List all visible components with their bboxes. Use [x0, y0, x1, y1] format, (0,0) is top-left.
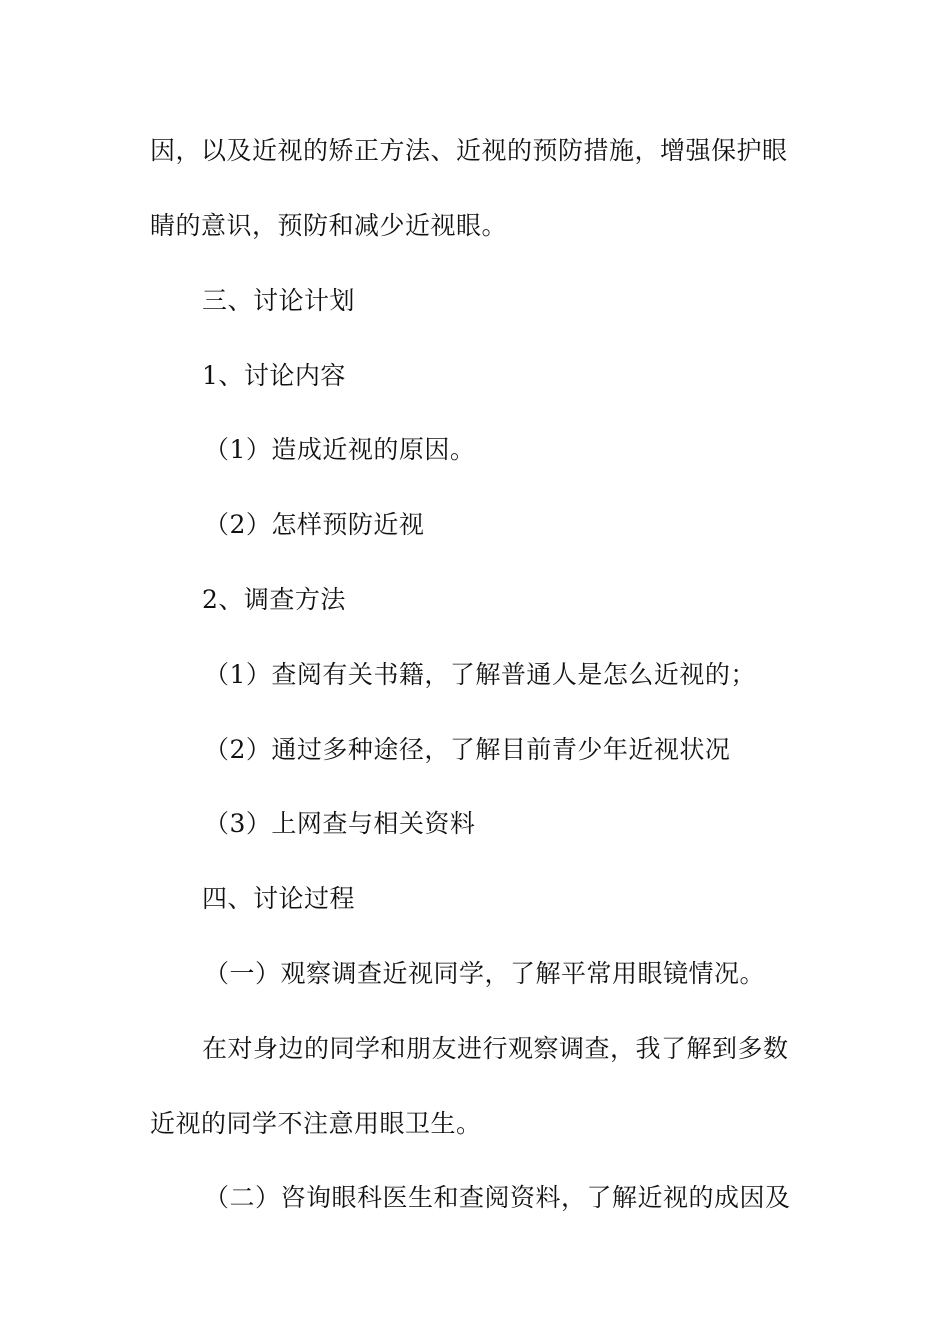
- paragraph-line: 在对身边的同学和朋友进行观察调查，我了解到多数: [202, 1034, 789, 1063]
- paragraph-line: 近视的同学不注意用眼卫生。: [150, 1109, 482, 1138]
- list-item: （1）造成近视的原因。: [204, 435, 476, 464]
- paragraph-line: 因，以及近视的矫正方法、近视的预防措施，增强保护眼: [150, 136, 788, 165]
- section-heading: 三、讨论计划: [202, 286, 356, 315]
- subsection-heading: （一）观察调查近视同学，了解平常用眼镜情况。: [204, 959, 766, 988]
- list-item: （1）查阅有关书籍，了解普通人是怎么近视的；: [204, 660, 756, 689]
- subsection-heading: （二）咨询眼科医生和查阅资料，了解近视的成因及: [204, 1183, 791, 1212]
- section-heading: 四、讨论过程: [202, 884, 356, 913]
- list-item: （2）通过多种途径，了解目前青少年近视状况: [204, 735, 731, 764]
- list-item: （3）上网查与相关资料: [204, 809, 476, 838]
- paragraph-line: 睛的意识，预防和减少近视眼。: [150, 211, 508, 240]
- subsection-heading: 1、讨论内容: [202, 361, 346, 390]
- subsection-heading: 2、调查方法: [202, 585, 346, 614]
- list-item: （2）怎样预防近视: [204, 510, 425, 539]
